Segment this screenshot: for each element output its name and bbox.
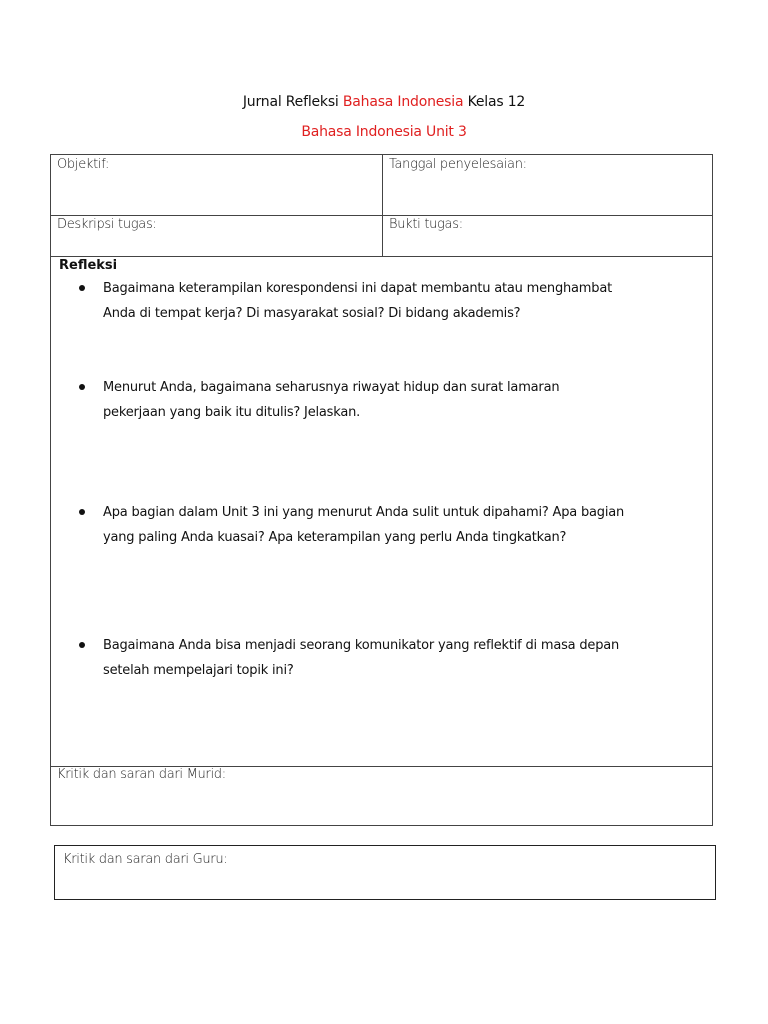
bullet-icon xyxy=(79,642,85,648)
bullet-icon xyxy=(79,509,85,515)
journal-title xyxy=(0,94,768,110)
question-line: Menurut Anda, bagaimana seharusnya riwayat hidup dan surat lamaran xyxy=(103,380,560,395)
kritik-guru-box[interactable] xyxy=(54,845,716,900)
bullet-icon xyxy=(79,384,85,390)
question-line: setelah mempelajari topik ini? xyxy=(103,663,294,678)
row-divider xyxy=(51,215,712,216)
reflection-question xyxy=(79,500,709,550)
reflection-table xyxy=(50,154,713,826)
reflection-question xyxy=(79,375,709,425)
row-divider xyxy=(51,256,712,257)
objektif-field[interactable]: Objektif: xyxy=(57,157,110,172)
bullet-icon xyxy=(79,285,85,291)
kritik-guru-label: Kritik dan saran dari Guru: xyxy=(63,852,228,867)
column-divider xyxy=(382,155,383,256)
reflection-question xyxy=(79,633,709,683)
deskripsi-tugas-field[interactable]: Deskripsi tugas: xyxy=(57,217,157,232)
journal-subtitle: Bahasa Indonesia Unit 3 xyxy=(301,124,467,140)
title-prefix: Jurnal Refleksi xyxy=(242,94,343,110)
refleksi-heading: Refleksi xyxy=(59,258,118,273)
kritik-murid-field[interactable]: Kritik dan saran dari Murid: xyxy=(57,767,226,782)
reflection-question xyxy=(79,276,709,326)
question-line: Anda di tempat kerja? Di masyarakat sosial? Di bidang akademis? xyxy=(103,306,521,321)
question-line: Apa bagian dalam Unit 3 ini yang menurut Anda sulit untuk dipahami? Apa bagian xyxy=(103,505,625,520)
title-highlight: Bahasa Indonesia xyxy=(342,94,464,110)
question-line: pekerjaan yang baik itu ditulis? Jelaskan. xyxy=(103,405,361,420)
title-suffix: Kelas 12 xyxy=(463,94,526,110)
question-line: yang paling Anda kuasai? Apa keterampilan yang perlu Anda tingkatkan? xyxy=(103,530,567,545)
question-line: Bagaimana Anda bisa menjadi seorang komunikator yang reflektif di masa depan xyxy=(103,638,620,653)
bukti-tugas-field[interactable]: Bukti tugas: xyxy=(389,217,463,232)
question-line: Bagaimana keterampilan korespondensi ini dapat membantu atau menghambat xyxy=(103,281,612,296)
tanggal-penyelesaian-field[interactable]: Tanggal penyelesaian: xyxy=(389,157,527,172)
